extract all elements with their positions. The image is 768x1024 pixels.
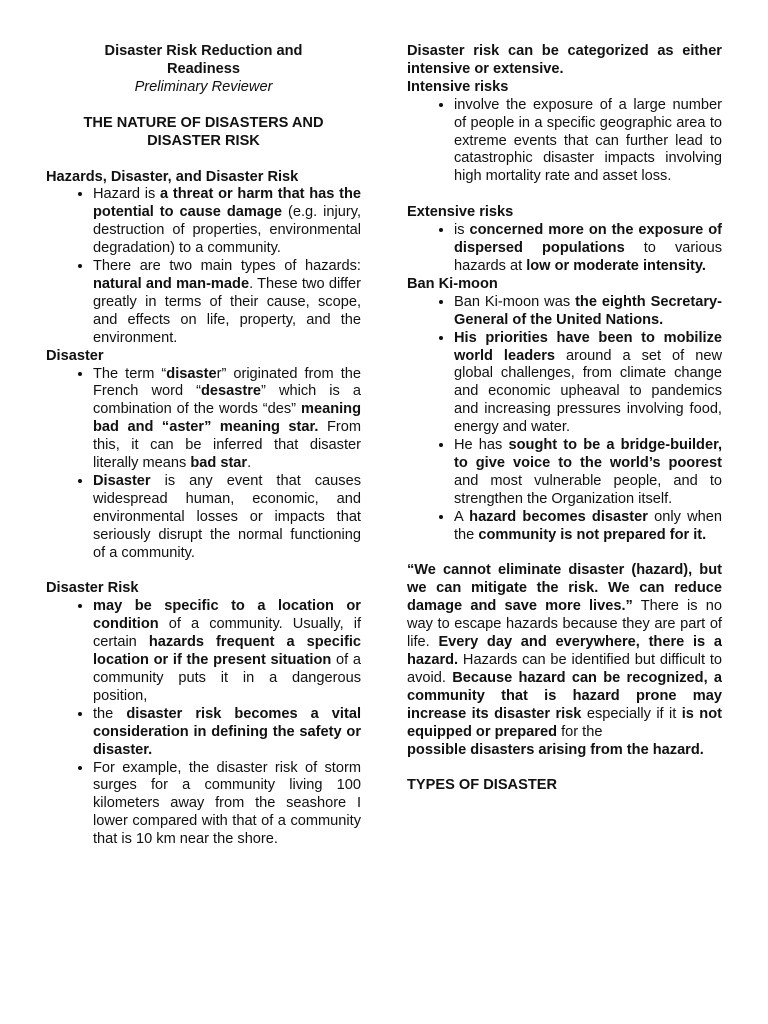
doc-title-line2: Readiness: [166, 60, 240, 77]
right-column: [407, 43, 722, 795]
hazards-heading: Hazards, Disaster, and Disaster Risk: [46, 168, 299, 185]
intensive-heading: Intensive risks: [407, 78, 509, 95]
list-item: • He has sought to be a bridge-builder, to give voice to the world’s poorest and most vulnerable people, and to strengthen the Organization itself.: [454, 437, 722, 509]
list-item: • For example, the disaster risk of storm surges for a community living 100 kilometers away from the seashore I lower compared with that of a community that is 10 km near the shore.: [93, 760, 361, 850]
list-item: • the disaster risk becomes a vital consideration in defining the safety or disaster.: [93, 706, 361, 760]
list-item: • Ban Ki-moon was the eighth Secretary-General of the United Nations.: [454, 294, 722, 330]
hazards-list: [46, 186, 361, 347]
list-item: • There are two main types of hazards: natural and man-made. These two differ greatly in terms of their cause, scope, and effects on life, property, and the environment.: [93, 258, 361, 348]
categorized-intro: Disaster risk can be categorized as either intensive or extensive.: [407, 43, 722, 77]
doc-subtitle: Preliminary Reviewer: [134, 78, 273, 95]
section-heading-line2: DISASTER RISK: [147, 132, 260, 149]
bankimoon-list: [407, 294, 722, 545]
list-item: • is concerned more on the exposure of dispersed populations to various hazards at low or moderate intensity.: [454, 222, 722, 276]
disaster-list: [46, 366, 361, 563]
list-item: • A hazard becomes disaster only when the community is not prepared for it.: [454, 509, 722, 545]
list-item: • may be specific to a location or condition of a community. Usually, if certain hazards frequent a specific location or if the present situation of a community puts it in a dangerous position,: [93, 598, 361, 705]
quote-paragraph-tail: possible disasters arising from the hazard.: [407, 741, 704, 758]
list-item: • Hazard is a threat or harm that has the potential to cause damage (e.g. injury, destruction of properties, environmental degradation) to a community.: [93, 186, 361, 258]
extensive-list: [407, 222, 722, 276]
list-item: • His priorities have been to mobilize world leaders around a set of new global challenges, from climate change and economic upheaval to pandemics and increasing pressures involving food, energy and water.: [454, 330, 722, 437]
disaster-risk-list: [46, 598, 361, 849]
disaster-risk-heading: Disaster Risk: [46, 580, 139, 597]
list-item: • involve the exposure of a large number of people in a specific geographic area to extreme events that can further lead to catastrophic disaster impacts involving high mortality rate and asset loss.: [454, 97, 722, 187]
left-column: [46, 43, 361, 849]
doc-title-line1: Disaster Risk Reduction and: [104, 43, 303, 59]
intensive-list: [407, 97, 722, 187]
list-item: • The term “disaster” originated from the French word “desastre” which is a combination of the words “des” meaning bad and “aster” meaning star. From this, it can be inferred that disaster literally means bad star.: [93, 366, 361, 473]
section-heading-line1: THE NATURE OF DISASTERS AND: [83, 114, 324, 131]
types-heading: TYPES OF DISASTER: [407, 777, 558, 794]
bankimoon-heading: Ban Ki-moon: [407, 275, 498, 292]
list-item: • Disaster is any event that causes widespread human, economic, and environmental losses or impacts that seriously disrupt the normal functioning of a community.: [93, 473, 361, 563]
disaster-heading: Disaster: [46, 347, 104, 364]
quote-paragraph: “We cannot eliminate disaster (hazard), but we can mitigate the risk. We can reduce damage and save more lives.” There is no way to escape hazards because they are part of life. Every day and everywhere, there is a hazard. Hazards can be identified but difficult to avoid. Because hazard can be recognized, a community that is hazard prone may increase its disaster risk especially if it is not equipped or prepared for the: [407, 562, 723, 740]
extensive-heading: Extensive risks: [407, 204, 514, 221]
